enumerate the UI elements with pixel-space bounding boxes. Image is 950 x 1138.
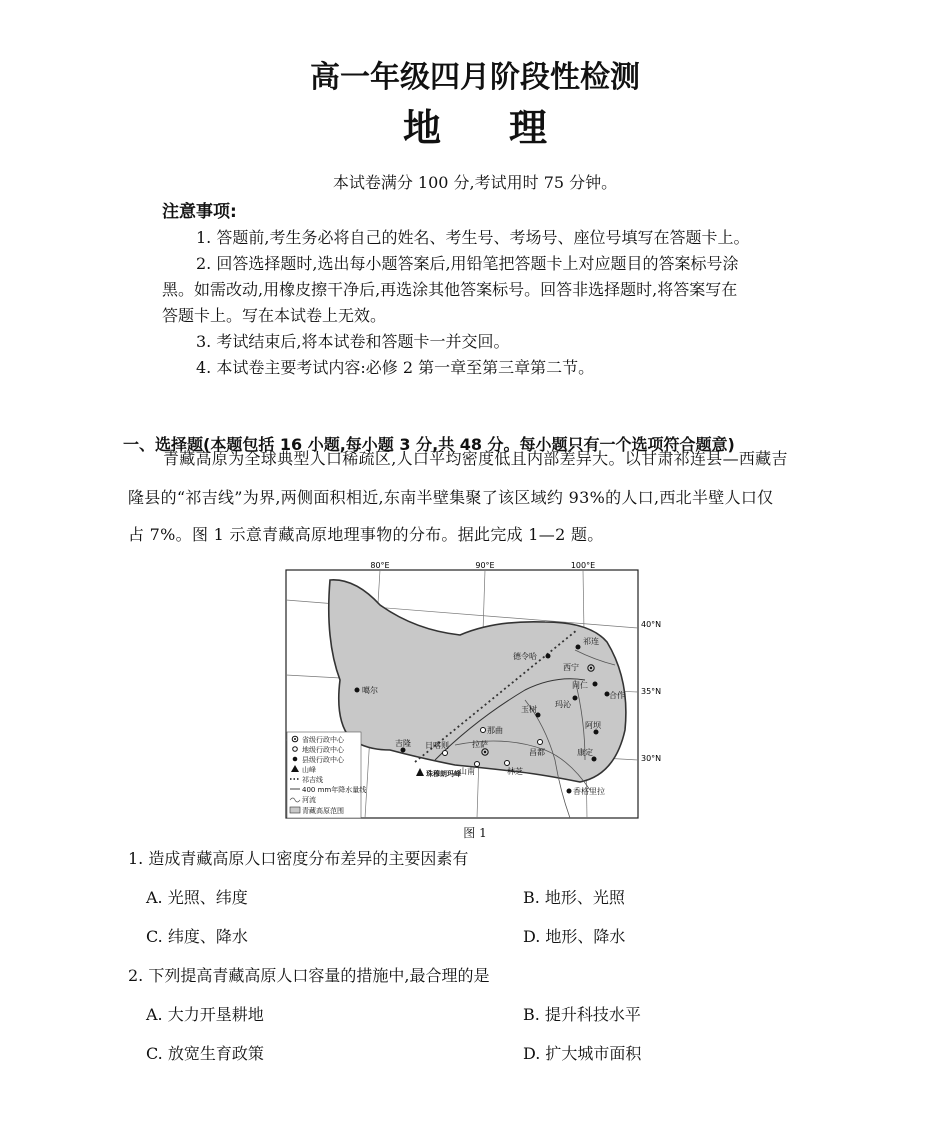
place-lasa: 拉萨 (472, 740, 488, 749)
place-changdu: 昌都 (529, 748, 545, 757)
question-2-option-c[interactable]: C. 放宽生育政策 (146, 1044, 264, 1063)
passage-line-1: 青藏高原为全球典型人口稀疏区,人口平均密度低且内部差异大。以甘肃祁连县—西藏吉 (163, 449, 788, 468)
subject-title (0, 97, 950, 152)
legend-province: 省级行政中心 (302, 736, 344, 744)
lat-label-30: 30°N (641, 754, 662, 763)
place-delingha: 德令哈 (513, 652, 537, 661)
place-gaer: 噶尔 (362, 686, 378, 695)
question-2-option-a[interactable]: A. 大力开垦耕地 (146, 1005, 264, 1024)
notice-item-2-cont: 黑。如需改动,用橡皮擦干净后,再选涂其他答案标号。回答非选择题时,将答案写在 (162, 280, 738, 299)
place-shannan: 山南 (459, 767, 475, 776)
lat-label-40: 40°N (641, 620, 662, 629)
place-naqu: 那曲 (487, 726, 503, 735)
exam-title: 高一年级四月阶段性检测 (310, 60, 640, 95)
legend-peak: 山峰 (302, 766, 316, 774)
question-2-option-b[interactable]: B. 提升科技水平 (523, 1005, 641, 1024)
lon-label-100: 100°E (570, 561, 596, 570)
passage-line-2: 隆县的“祁吉线”为界,两侧面积相近,东南半壁集聚了该区域约 93%的人口,西北半壁人口仅 (128, 488, 774, 507)
notice-item-4: 4. 本试卷主要考试内容:必修 2 第一章至第三章第二节。 (196, 358, 595, 377)
question-2-option-d[interactable]: D. 扩大城市面积 (523, 1044, 642, 1063)
legend-400mm: 400 mm年降水量线 (302, 786, 367, 794)
place-jilong: 吉隆 (395, 739, 411, 748)
notice-item-3: 3. 考试结束后,将本试卷和答题卡一并交回。 (196, 332, 510, 351)
legend-river: 河流 (302, 796, 316, 804)
exam-info: 本试卷满分 100 分,考试用时 75 分钟。 (332, 173, 618, 192)
question-1-option-b[interactable]: B. 地形、光照 (523, 888, 625, 907)
place-xining: 西宁 (563, 663, 579, 672)
lon-label-90: 90°E (475, 561, 495, 570)
passage-line-3: 占 7%。图 1 示意青藏高原地理事物的分布。据此完成 1—2 题。 (128, 525, 604, 544)
question-1-option-c[interactable]: C. 纬度、降水 (146, 927, 248, 946)
notice-item-2-cont2: 答题卡上。写在本试卷上无效。 (162, 306, 387, 325)
place-yushu: 玉树 (521, 705, 537, 714)
place-rikaze: 日喀则 (425, 741, 449, 750)
legend-qiji: 祁吉线 (302, 776, 323, 784)
place-aba: 阿坝 (585, 721, 601, 730)
place-tongren: 同仁 (572, 681, 588, 690)
question-1-stem: 1. 造成青藏高原人口密度分布差异的主要因素有 (128, 849, 469, 868)
tibet-plateau-map (285, 560, 665, 822)
notice-heading: 注意事项: (162, 202, 237, 222)
figure-caption: 图 1 (463, 826, 487, 840)
lat-label-35: 35°N (641, 687, 662, 696)
question-2-stem: 2. 下列提高青藏高原人口容量的措施中,最合理的是 (128, 966, 490, 985)
subject-char-left: 地 (402, 106, 441, 150)
place-qilian: 祁连 (583, 637, 599, 646)
legend-plateau: 青藏高原范围 (302, 807, 344, 815)
place-linzhi: 林芝 (507, 767, 523, 776)
section-heading: 一、选择题(本题包括 16 小题,每小题 3 分,共 48 分。每小题只有一个选项符合题意) (123, 435, 735, 454)
legend-prefecture: 地级行政中心 (302, 746, 344, 754)
place-maqin: 玛沁 (555, 700, 571, 709)
subject-char-right: 理 (509, 106, 548, 150)
lon-label-80: 80°E (370, 561, 390, 570)
place-kangding: 康定 (577, 748, 593, 757)
map-legend (287, 732, 366, 818)
legend-county: 县级行政中心 (302, 756, 344, 764)
question-1-option-d[interactable]: D. 地形、降水 (523, 927, 626, 946)
notice-item-1: 1. 答题前,考生务必将自己的姓名、考生号、考场号、座位号填写在答题卡上。 (196, 228, 750, 247)
place-xianggelila: 香格里拉 (573, 787, 605, 796)
question-1-option-a[interactable]: A. 光照、纬度 (146, 888, 248, 907)
place-hezuo: 合作 (609, 691, 625, 700)
notice-item-2: 2. 回答选择题时,选出每小题答案后,用铅笔把答题卡上对应题目的答案标号涂 (196, 254, 739, 273)
place-everest: 珠穆朗玛峰 (426, 770, 461, 778)
